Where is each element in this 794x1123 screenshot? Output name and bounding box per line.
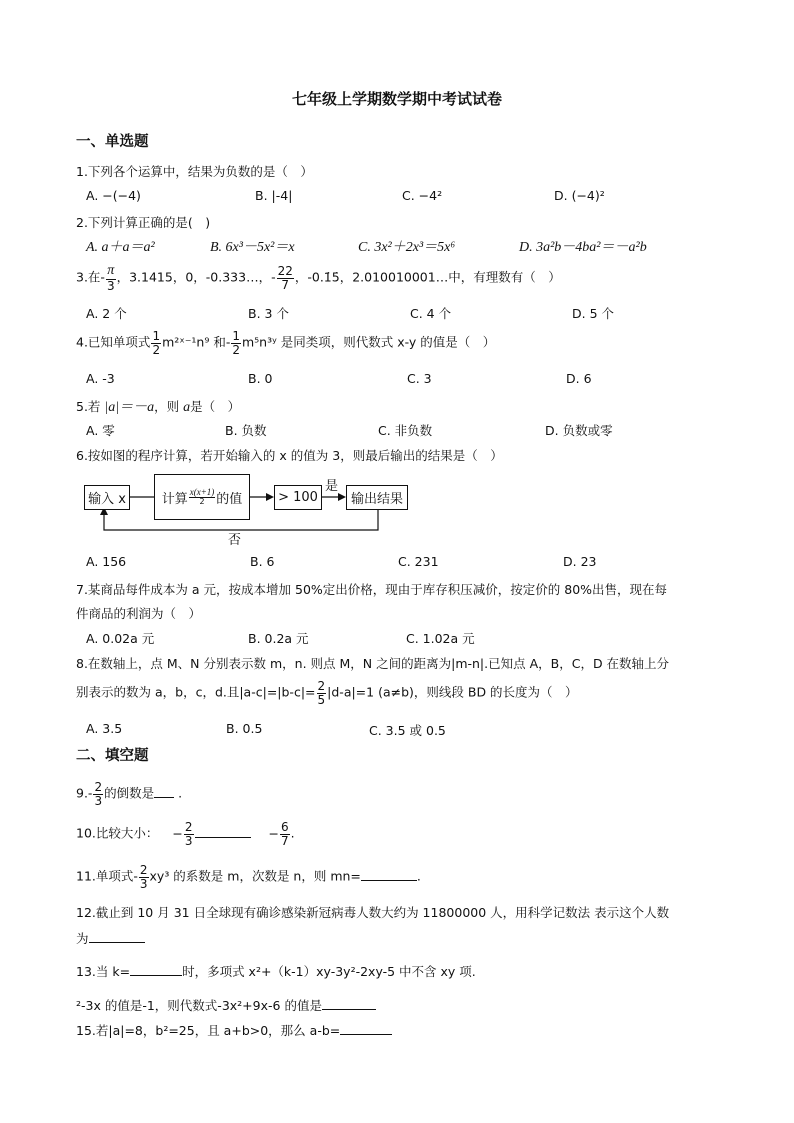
- q4-fraction-2: [231, 330, 241, 356]
- question-15: [76, 1021, 392, 1039]
- q12-text-2: 为: [76, 931, 89, 946]
- question-7-line-2: 件商品的利润为（ ）: [76, 606, 202, 621]
- q2-option-c: C. 3x²＋2x³＝5x⁶: [358, 240, 456, 255]
- q3-frac2-numerator: 22: [277, 264, 293, 279]
- q5-variable: a: [183, 400, 191, 415]
- q8-text-1: 别表示的数为 a，b，c，d.且|a-c|=|b-c|=: [76, 684, 316, 700]
- q15-answer-blank[interactable]: [340, 1022, 392, 1035]
- q6-option-d: D. 23: [563, 554, 597, 569]
- flowchart-condition-box: > 100: [274, 485, 322, 510]
- q1-option-d: D. (−4)²: [554, 188, 605, 203]
- q13-text-2: 时，多项式 x²+（k-1）xy-3y²-2xy-5 中不含 xy 项.: [182, 964, 476, 979]
- flowchart-calc-denominator: 2: [199, 497, 205, 507]
- q10-fraction-2: [280, 821, 290, 847]
- q4-frac1-numerator: 1: [152, 329, 161, 343]
- q14-answer-blank[interactable]: [322, 997, 376, 1010]
- q11-text-2: xy³ 的系数是 m，次数是 n，则 mn=: [149, 868, 361, 884]
- flowchart-calc-suffix: 的值: [216, 491, 243, 507]
- q9-text-1: 9.-: [76, 785, 93, 801]
- question-11: [76, 864, 421, 890]
- q8-text-2: |d-a|=1 (a≠b)，则线段 BD 的长度为（ ）: [327, 684, 578, 700]
- q8-fraction: [317, 680, 327, 706]
- flowchart-calc-numerator: x(x+1): [189, 486, 215, 497]
- q11-text-3: .: [416, 868, 421, 884]
- q11-frac-denominator: 3: [139, 876, 148, 891]
- q5-option-b: B. 负数: [225, 423, 267, 438]
- q3-option-a: A. 2 个: [86, 306, 127, 321]
- q10-minus-1: −: [172, 825, 183, 841]
- q3-option-d: D. 5 个: [572, 306, 614, 321]
- question-14: [76, 996, 376, 1014]
- question-2: 2.下列计算正确的是( ): [76, 215, 211, 230]
- question-13: [76, 962, 476, 980]
- q7-option-b: B. 0.2a 元: [248, 631, 309, 646]
- question-1: 1.下列各个运算中，结果为负数的是（ ）: [76, 164, 313, 179]
- q5-option-a: A. 零: [86, 423, 115, 438]
- q2-option-b: B. 6x³－5x²＝x: [210, 240, 295, 255]
- question-6: 6.按如图的程序计算，若开始输入的 x 的值为 3，则最后输出的结果是（ ）: [76, 448, 503, 463]
- q8-frac-numerator: 2: [317, 679, 326, 693]
- q9-text-3: .: [174, 785, 183, 801]
- q11-text-1: 11.单项式-: [76, 868, 138, 884]
- q10-frac1-numerator: 2: [184, 820, 193, 834]
- q14-text: ²-3x 的值是-1，则代数式-3x²+9x-6 的值是: [76, 998, 322, 1013]
- question-8-line-1: 8.在数轴上，点 M、N 分别表示数 m，n. 则点 M，N 之间的距离为|m-n|.已知点 A，B，C，D 在数轴上分: [76, 656, 670, 671]
- q9-fraction: [93, 781, 103, 807]
- q12-answer-blank[interactable]: [89, 930, 145, 943]
- q2-option-d: D. 3a²b－4ba²＝－a²b: [519, 240, 647, 255]
- q5-option-c: C. 非负数: [378, 423, 433, 438]
- q3-fraction-22-over-7: [277, 265, 294, 291]
- q4-frac2-numerator: 1: [232, 329, 240, 343]
- section-heading-single-choice: 一、单选题: [76, 134, 149, 150]
- q4-text-3: m⁵n³ʸ 是同类项，则代数式 x-y 的值是（ ）: [241, 334, 496, 350]
- q8-option-b: B. 0.5: [226, 721, 263, 736]
- flowchart-yes-label: 是: [325, 479, 339, 494]
- q7-option-a: A. 0.02a 元: [86, 631, 155, 646]
- question-7-line-1: 7.某商品每件成本为 a 元，按成本增加 50%定出价格，现由于库存积压减价，按定价的 80%出售，现在每: [76, 582, 668, 597]
- q15-text: 15.若|a|=8，b²=25，且 a+b>0，那么 a-b=: [76, 1023, 341, 1038]
- q1-option-a: A. −(−4): [86, 188, 141, 203]
- q3-frac2-denominator: 7: [281, 277, 290, 292]
- q10-end: .: [290, 825, 295, 841]
- q4-option-b: B. 0: [248, 371, 273, 386]
- q6-option-c: C. 231: [398, 554, 439, 569]
- q4-option-c: C. 3: [407, 371, 432, 386]
- q5-expression: |a|＝－a: [104, 400, 155, 415]
- flowchart-output-box: 输出结果: [346, 485, 408, 510]
- q6-option-a: A. 156: [86, 554, 127, 569]
- q10-frac1-denominator: 3: [184, 833, 193, 848]
- q10-answer-blank[interactable]: [195, 825, 251, 838]
- q5-option-d: D. 负数或零: [545, 423, 613, 438]
- q4-option-d: D. 6: [566, 371, 592, 386]
- q10-text-1: 10.比较大小：: [76, 825, 159, 841]
- q8-option-c: C. 3.5 或 0.5: [369, 723, 446, 738]
- question-12-line-2: [76, 929, 145, 947]
- q4-text-1: 4.已知单项式: [76, 334, 151, 350]
- question-3: [76, 264, 561, 292]
- flowchart-no-label: 否: [228, 533, 242, 548]
- q3-option-c: C. 4 个: [410, 306, 452, 321]
- q7-option-c: C. 1.02a 元: [406, 631, 475, 646]
- q3-text-1: 3.在-: [76, 269, 105, 285]
- q11-fraction: [139, 864, 149, 890]
- q9-text-2: 的倒数是: [104, 785, 155, 801]
- q10-fraction-1: [184, 821, 194, 847]
- q10-frac2-denominator: 7: [280, 833, 289, 848]
- q4-frac1-denominator: 2: [152, 342, 161, 357]
- q1-option-c: C. −4²: [402, 188, 443, 203]
- question-8-line-2: [76, 680, 578, 706]
- q4-fraction-1: [151, 330, 161, 356]
- page-title: 七年级上学期数学期中考试试卷: [291, 90, 502, 108]
- q3-text-3: ，-0.1̇5̇，2.010010001…中，有理数有（ ）: [294, 269, 561, 285]
- flowchart-calc-fraction: [189, 488, 216, 507]
- q11-answer-blank[interactable]: [361, 868, 417, 881]
- question-10: [76, 821, 295, 847]
- q3-text-2: ，3.1415，0，-0.333…，-: [116, 269, 276, 285]
- question-9: [76, 781, 182, 807]
- q13-answer-blank[interactable]: [130, 963, 182, 976]
- section-heading-fill-in: 二、填空题: [76, 748, 149, 764]
- q2-option-a: A. a＋a＝a²: [86, 240, 155, 255]
- q10-minus-2: −: [268, 825, 279, 841]
- q4-text-2: m²ˣ⁻¹n⁹ 和-: [162, 334, 231, 350]
- q1-option-b: B. |-4|: [255, 188, 293, 203]
- q11-frac-numerator: 2: [139, 863, 148, 877]
- question-5: [76, 396, 240, 416]
- question-4: [76, 330, 495, 356]
- q3-fraction-pi-over-3: [106, 264, 116, 292]
- q5-text-1: 5.若: [76, 399, 101, 414]
- q8-option-a: A. 3.5: [86, 721, 123, 736]
- q5-text-2: ，则: [154, 399, 180, 414]
- q9-frac-numerator: 2: [94, 780, 103, 794]
- flowchart-calc-prefix: 计算: [161, 491, 188, 507]
- q4-option-a: A. -3: [86, 371, 115, 386]
- q9-answer-blank[interactable]: [154, 785, 174, 798]
- q3-frac1-denominator: 3: [106, 278, 115, 293]
- q3-option-b: B. 3 个: [248, 306, 289, 321]
- q9-frac-denominator: 3: [94, 793, 103, 808]
- q5-text-3: 是（ ）: [190, 399, 241, 414]
- flowchart-calc-box: [154, 474, 250, 520]
- q3-frac1-numerator: π: [107, 263, 115, 278]
- question-12-line-1: 12.截止到 10 月 31 日全球现有确诊感染新冠病毒人数大约为 11800000 人，用科学记数法 表示这个人数: [76, 905, 670, 920]
- q6-option-b: B. 6: [250, 554, 275, 569]
- flowchart-input-box: 输入 x: [84, 485, 130, 510]
- q8-frac-denominator: 5: [317, 692, 326, 707]
- q10-frac2-numerator: 6: [280, 820, 289, 834]
- q13-text-1: 13.当 k=: [76, 964, 131, 979]
- q4-frac2-denominator: 2: [232, 342, 240, 357]
